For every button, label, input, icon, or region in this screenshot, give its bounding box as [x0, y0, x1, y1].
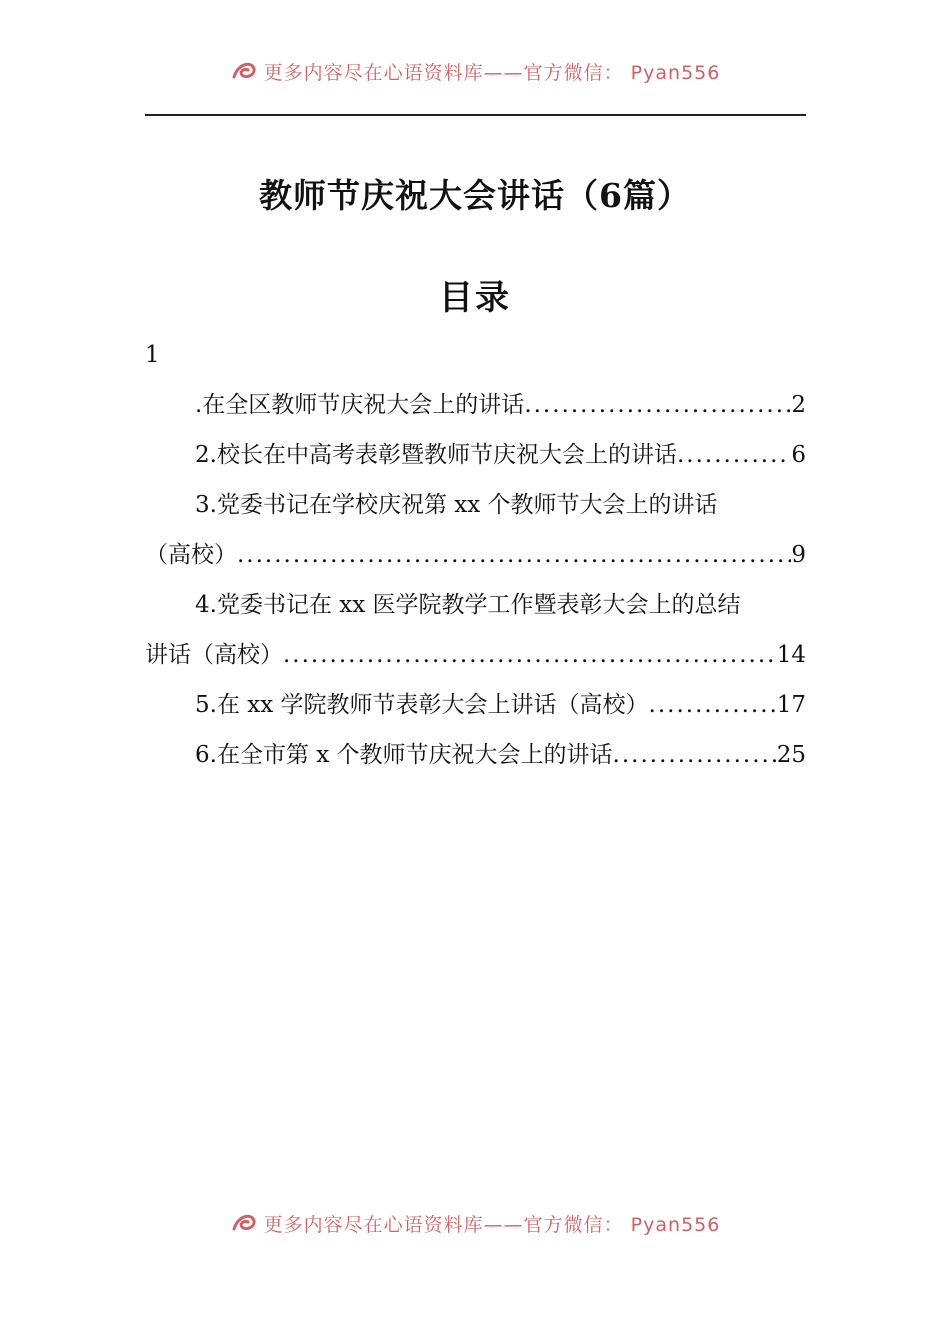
toc-entry-title: 6.在全市第 x 个教师节庆祝大会上的讲话: [195, 742, 613, 768]
document-title: 教师节庆祝大会讲话（6篇）: [259, 176, 691, 215]
watermark-header: [0, 54, 950, 88]
toc-entry-title: 3.党委书记在学校庆祝第 xx 个教师节大会上的讲话: [195, 492, 718, 518]
watermark-footer: [0, 1206, 950, 1240]
toc-entry-4-line2[interactable]: [145, 630, 806, 680]
toc-entry-page: 25: [776, 742, 806, 768]
toc-entry-page: 14: [776, 642, 806, 668]
toc-entry-6[interactable]: [145, 730, 806, 780]
toc-entry-4-line1[interactable]: [145, 580, 806, 630]
toc-entry-title: 4.党委书记在 xx 医学院教学工作暨表彰大会上的总结: [195, 592, 741, 618]
toc-number: 1: [145, 342, 160, 368]
swirl-logo-icon: [230, 1209, 258, 1237]
toc-heading: 目录: [439, 278, 511, 318]
header-rule: [145, 114, 806, 116]
toc-leader-dots: [524, 380, 791, 430]
toc-entry-page: 9: [791, 542, 806, 568]
toc-entry-title: 2.校长在中高考表彰暨教师节庆祝大会上的讲话: [195, 442, 677, 468]
toc-entry-1[interactable]: [145, 380, 806, 430]
toc-leader-dots: [649, 680, 777, 730]
table-of-contents: [145, 330, 806, 780]
toc-entry-title-cont: 讲话（高校）: [145, 642, 283, 668]
swirl-logo-icon: [230, 57, 258, 85]
toc-leader-dots: [613, 730, 777, 780]
toc-entry-page: 2: [791, 392, 806, 418]
watermark-text: 更多内容尽在心语资料库——官方微信： Pyan556: [263, 61, 721, 84]
toc-number-line: [145, 330, 806, 380]
toc-leader-dots: [237, 530, 791, 580]
toc-entry-2[interactable]: [145, 430, 806, 480]
toc-entry-3-line1[interactable]: [145, 480, 806, 530]
toc-entry-title: .在全区教师节庆祝大会上的讲话: [195, 392, 525, 418]
toc-leader-dots: [283, 630, 777, 680]
toc-entry-3-line2[interactable]: [145, 530, 806, 580]
toc-entry-title: 5.在 xx 学院教师节表彰大会上讲话（高校）: [195, 692, 649, 718]
toc-leader-dots: [677, 430, 791, 480]
toc-entry-page: 6: [791, 442, 806, 468]
watermark-text: 更多内容尽在心语资料库——官方微信： Pyan556: [263, 1213, 721, 1236]
toc-entry-page: 17: [776, 692, 806, 718]
toc-entry-title-cont: （高校）: [145, 542, 237, 568]
toc-entry-5[interactable]: [145, 680, 806, 730]
